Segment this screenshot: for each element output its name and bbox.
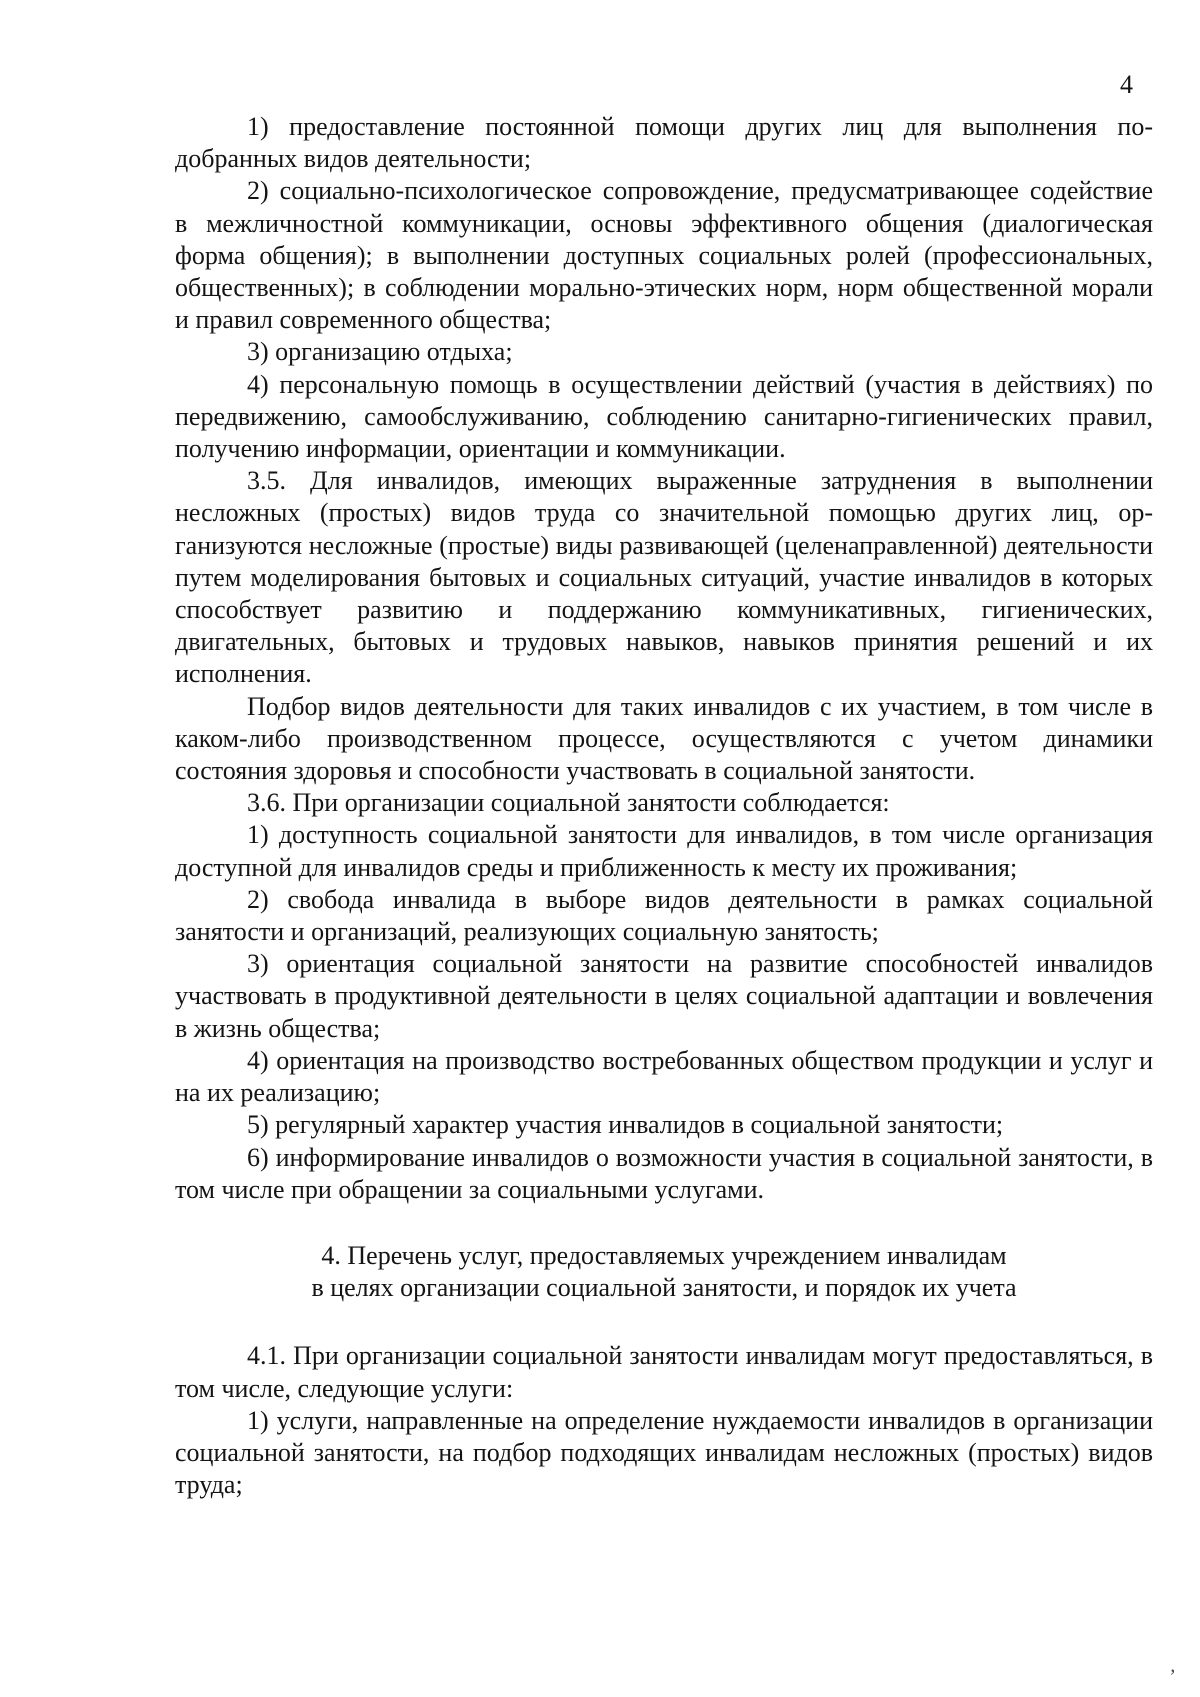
document-body [175,111,1153,1501]
section-heading-line: 4. Перечень услуг, предоставляемых учреждением инвалидам [321,1240,1007,1270]
paragraph: 4) ориентация на производство востребованных обществом продукции и услуг и на их реализацию; [175,1045,1153,1108]
paragraph: 3.6. При организации социальной занятости соблюдается: [247,788,890,818]
page-number: 4 [1120,70,1133,99]
paragraph: 1) доступность социальной занятости для инвалидов, в том числе организация доступной для инвалидов среды и приближенность к месту их проживания; [175,820,1153,882]
corner-mark: ʼ [1168,1666,1175,1688]
paragraph: Подбор видов деятельности для таких инвалидов с их участием, в том числе в каком-либо производственном процессе, осуществляются с учетом динамики состояния здоровья и способности участвовать в социальной занятости. [175,691,1153,786]
section-heading [175,1240,1153,1304]
paragraph: 3.5. Для инвалидов, имеющих выраженные затруднения в выполнении несложных (простых) видов труда со значительной помощью других лиц, организуются несложные (простые) виды развивающей (целенаправленной) деятельности путем моделирования бытовых и социальных ситуаций, участие инвалидов в которых способствует развитию и поддержанию коммуникативных, гигиенических, двигательных, бытовых и трудовых навыков, навыков принятия решений и их исполнения. [175,466,1153,689]
paragraph: 4.1. При организации социальной занятости инвалидам могут предоставляться, в том числе, следующие услуги: [175,1341,1153,1403]
paragraph: 1) услуги, направленные на определение нуждаемости инвалидов в организации социальной занятости, на подбор подходящих инвалидам несложных (простых) видов труда; [175,1405,1153,1500]
paragraph: 4) персональную помощь в осуществлении действий (участия в действиях) по передвижению, самообслуживанию, соблюдению санитарно-гигиенических правил, получению информации, ориентации и коммуникации. [175,369,1153,464]
section-heading-line: в целях организации социальной занятости, и порядок их учета [311,1273,1017,1303]
paragraph: 2) социально-психологическое сопровождение, предусматривающее содействие в межличностной коммуникации, основы эффективного общения (диалогическая форма общения); в выполнении доступных социальных ролей (профессиональных, общественных); в соблюдении морально-этических норм, норм общественной морали и правил современного общества; [175,176,1153,335]
paragraph: 6) информирование инвалидов о возможности участия в социальной занятости, в том числе при обращении за социальными услугами. [175,1142,1153,1204]
paragraph: 5) регулярный характер участия инвалидов в социальной занятости; [247,1110,1004,1140]
paragraph: 2) свобода инвалида в выборе видов деятельности в рамках социальной занятости и организаций, реализующих социальную занятость; [175,884,1153,947]
paragraph: 3) организацию отдыха; [247,337,513,367]
paragraph: 3) ориентация социальной занятости на развитие способностей инвалидов участвовать в продуктивной деятельности в целях социальной адаптации и вовлечения в жизнь общества; [175,949,1153,1043]
paragraph: 1) предоставление постоянной помощи других лиц для выполнения подобранных видов деятельности; [175,112,1153,174]
